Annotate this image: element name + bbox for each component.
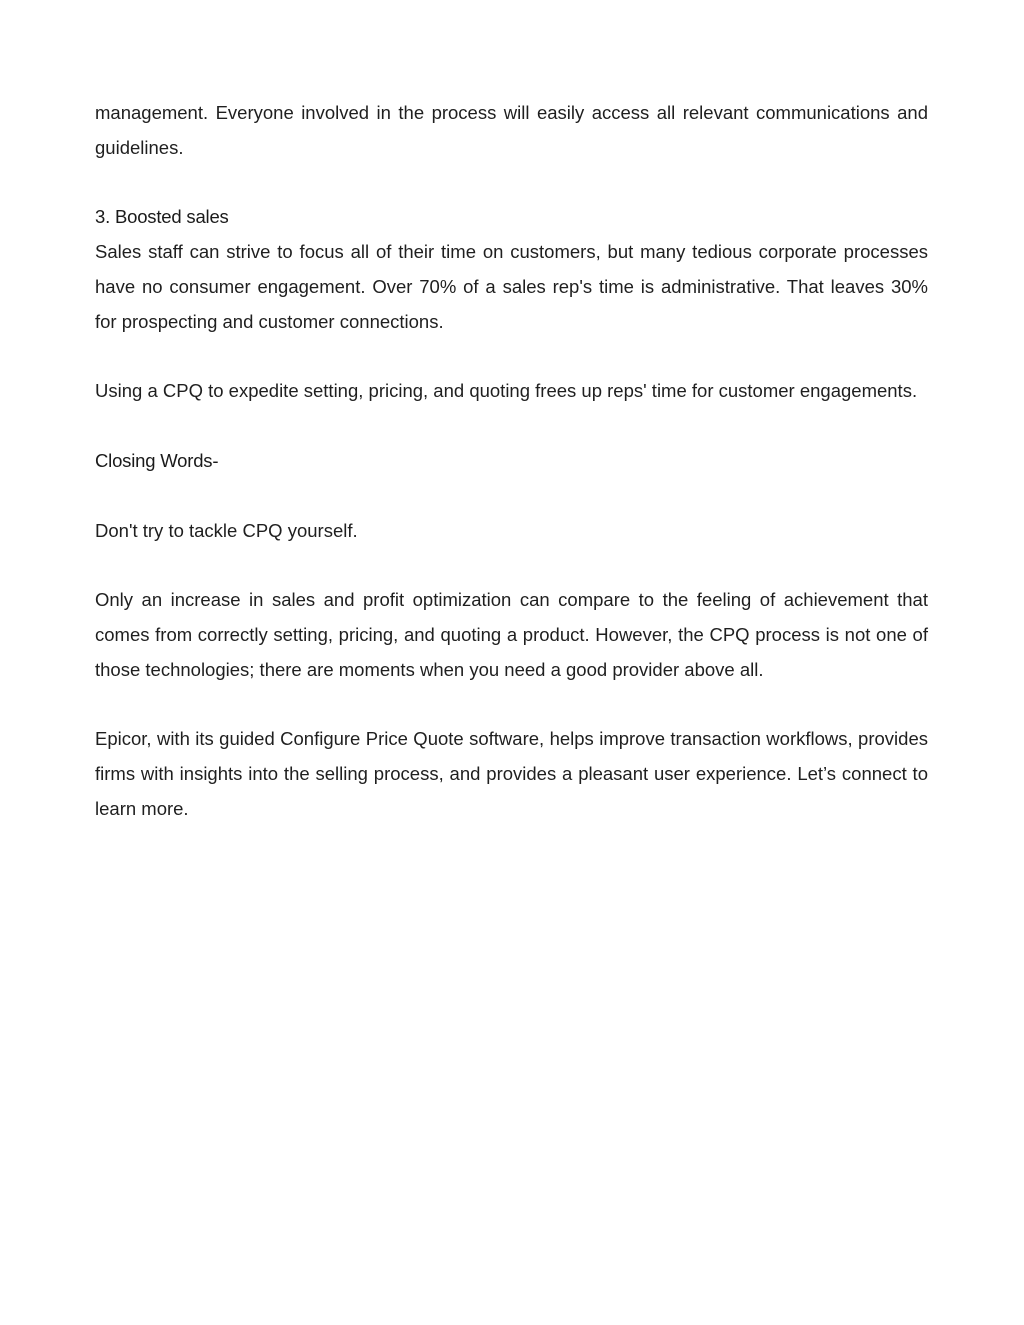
spacer <box>95 166 928 201</box>
section-heading: 3. Boosted sales <box>95 206 229 228</box>
document-body <box>95 96 928 827</box>
closing-heading: Closing Words- <box>95 449 219 471</box>
spacer <box>95 688 928 723</box>
spacer <box>95 548 928 583</box>
spacer <box>95 340 928 375</box>
closing-line: Don't try to tackle CPQ yourself. <box>95 519 358 541</box>
epicor-paragraph: Epicor, with its guided Configure Price Quote software, helps improve transaction workflows, provides firms with insights into the selling process, and provides a pleasant user experience. Let’s connect to learn more. <box>95 728 928 819</box>
achievement-paragraph: Only an increase in sales and profit optimization can compare to the feeling of achievement that comes from correctly setting, pricing, and quoting a product. However, the CPQ process is not one of those technologies; there are moments when you need a good provider above all. <box>95 589 928 680</box>
spacer <box>95 409 928 444</box>
intro-paragraph: management. Everyone involved in the process will easily access all relevant communications and guidelines. <box>95 102 928 158</box>
spacer <box>95 479 928 514</box>
cpq-paragraph: Using a CPQ to expedite setting, pricing, and quoting frees up reps' time for customer engagements. <box>95 380 918 402</box>
sales-paragraph: Sales staff can strive to focus all of their time on customers, but many tedious corporate processes have no consumer engagement. Over 70% of a sales rep's time is administrative. That leaves 30% for prospecting and customer connections. <box>95 241 928 332</box>
